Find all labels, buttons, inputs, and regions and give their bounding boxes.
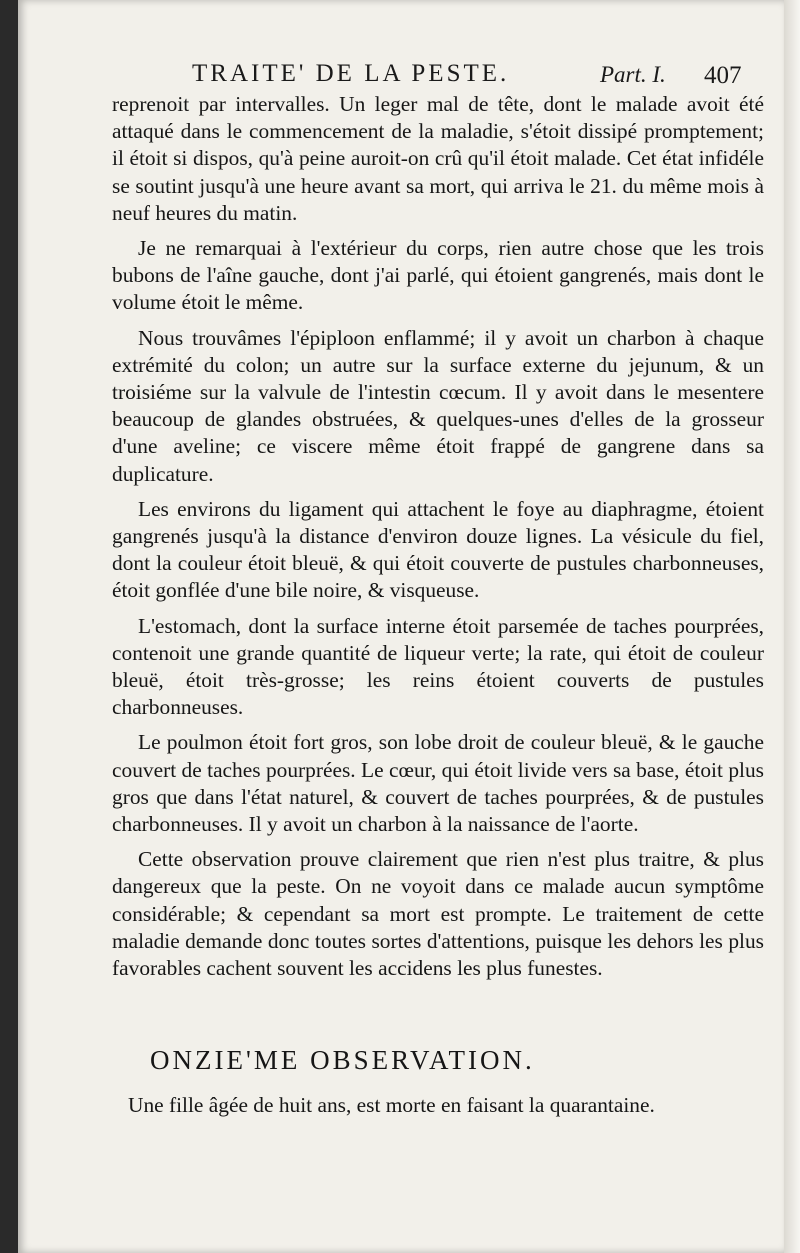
paragraph: Cette observation prouve clairement que rien n'est plus traitre, & plus dangereux que la peste. On ne voyoit dans ce malade aucun symptôme considérable; & cependant sa mort est prompte. Le traitement de cette maladie demande donc toutes sortes d'attentions, puisque les dehors les plus favorables cachent souvent les accidens les plus funestes. xyxy=(112,847,764,981)
paragraph: Nous trouvâmes l'épiploon enflammé; il y avoit un charbon à chaque extrémité du colon; un autre sur la surface externe du jejunum, & un troisiéme sur la valvule de l'intestin cœcum. Il y avoit dans le mesentere beaucoup de glandes obstruées, & quelques-unes d'elles de la grosseur d'une aveline; ce viscere même étoit frappé de gangrene dans sa duplicature. xyxy=(112,325,764,486)
paragraph: Le poulmon étoit fort gros, son lobe droit de couleur bleuë, & le gauche couvert de taches pourprées. Le cœur, qui étoit livide vers sa base, étoit plus gros que dans l'état naturel, & couvert de taches pourprées, & de pustules charbonneuses. Il y avoit un charbon à la naissance de l'aorte. xyxy=(112,730,764,837)
body-text xyxy=(112,91,764,990)
section-first-line: Une fille âgée de huit ans, est morte en faisant la quarantaine. xyxy=(128,1093,655,1117)
paragraph: reprenoit par intervalles. Un leger mal de tête, dont le malade avoit été attaqué dans le commencement de la maladie, s'étoit dissipé promptement; il étoit si dispos, qu'à peine auroit-on crû qu'il étoit malade. Cet état infidéle se soutint jusqu'à une heure avant sa mort, qui arriva le 21. du même mois à neuf heures du matin. xyxy=(112,92,764,225)
paragraph: L'estomach, dont la surface interne étoit parsemée de taches pourprées, contenoit une grande quantité de liqueur verte; la rate, qui étoit de couleur bleuë, étoit très-grosse; les reins étoient couverts de pustules charbonneuses. xyxy=(112,613,764,720)
running-title: TRAITE' DE LA PESTE. xyxy=(192,60,510,87)
running-header xyxy=(178,60,768,94)
paragraph: Je ne remarquai à l'extérieur du corps, rien autre chose que les trois bubons de l'aîne gauche, dont j'ai parlé, qui étoient gangrenés, mais dont le volume étoit le même. xyxy=(112,236,764,315)
section-heading: ONZIE'ME OBSERVATION. xyxy=(150,1045,535,1075)
running-part: Part. I. xyxy=(600,62,666,87)
paragraph: Les environs du ligament qui attachent le foye au diaphragme, étoient gangrenés jusqu'à la distance d'environ douze lignes. La vésicule du fiel, dont la couleur étoit bleuë, & qui étoit couverte de pustules charbonneuses, étoit gonflée d'une bile noire, & visqueuse. xyxy=(112,496,764,603)
page-number: 407 xyxy=(704,62,742,89)
page-edge xyxy=(784,0,800,1253)
